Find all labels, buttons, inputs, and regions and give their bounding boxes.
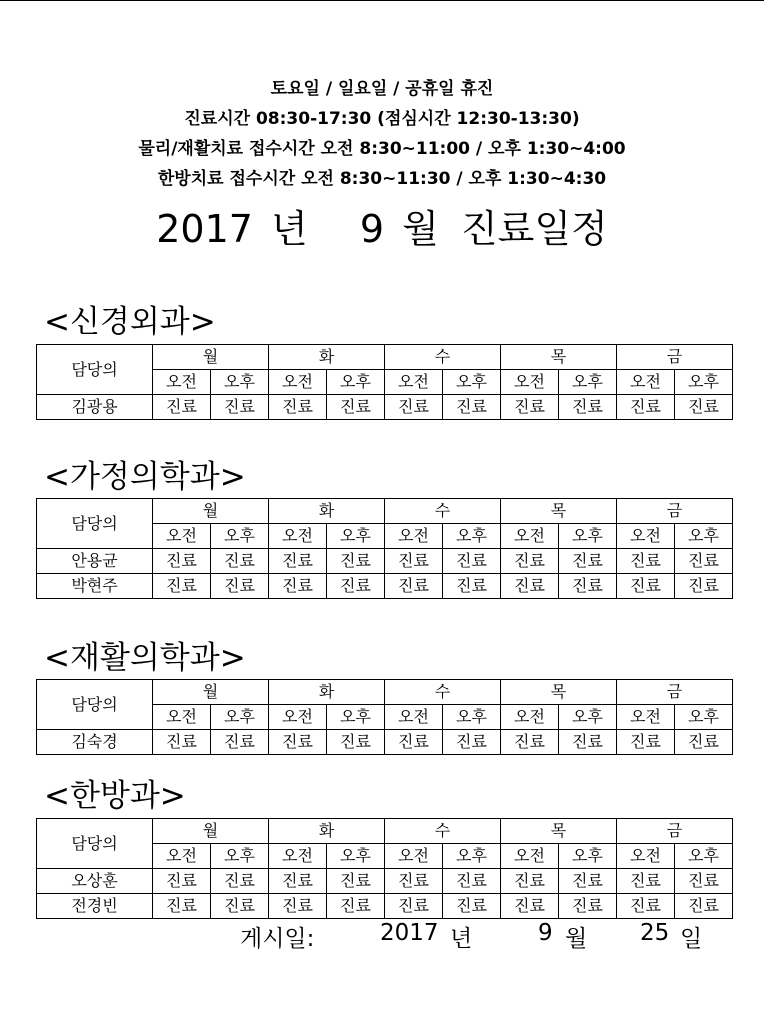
schedule-cell: 진료: [385, 869, 443, 894]
header-row: [37, 680, 733, 705]
schedule-cell: 진료: [559, 549, 617, 574]
schedule-cell: 진료: [501, 730, 559, 755]
dept-title-family-medicine: <가정의학과>: [44, 459, 246, 495]
dept-title-rehabilitation: <재활의학과>: [44, 640, 246, 676]
schedule-table-neurosurgery: [36, 344, 733, 420]
schedule-cell: 진료: [385, 549, 443, 574]
schedule-cell: 진료: [443, 730, 501, 755]
schedule-table-oriental-medicine: [36, 818, 733, 919]
pm-header: 오후: [559, 705, 617, 730]
schedule-cell: 진료: [327, 549, 385, 574]
schedule-cell: 진료: [617, 869, 675, 894]
schedule-cell: 진료: [385, 395, 443, 420]
pm-header: 오후: [327, 370, 385, 395]
schedule-cell: 진료: [269, 894, 327, 919]
day-header: 수: [385, 499, 501, 524]
posted-label: 게시일:: [240, 926, 315, 952]
header-row: [37, 499, 733, 524]
am-header: 오전: [269, 844, 327, 869]
schedule-cell: 진료: [211, 574, 269, 599]
pm-header: 오후: [327, 524, 385, 549]
am-header: 오전: [501, 705, 559, 730]
pm-header: 오후: [327, 705, 385, 730]
clinic-hours-notice: 진료시간 08:30-17:30 (점심시간 12:30-13:30): [184, 109, 580, 129]
pm-header: 오후: [211, 844, 269, 869]
pm-header: 오후: [675, 524, 733, 549]
pm-header: 오후: [675, 705, 733, 730]
schedule-cell: 진료: [559, 869, 617, 894]
doctor-name: 안용균: [37, 549, 153, 574]
schedule-cell: 진료: [617, 549, 675, 574]
am-header: 오전: [153, 844, 211, 869]
schedule-cell: 진료: [269, 574, 327, 599]
table-row: [37, 395, 733, 420]
schedule-cell: 진료: [211, 549, 269, 574]
day-header: 월: [153, 680, 269, 705]
day-header: 화: [269, 345, 385, 370]
table-row: [37, 549, 733, 574]
schedule-cell: 진료: [211, 730, 269, 755]
physio-hours-notice: 물리/재활치료 접수시간 오전 8:30~11:00 / 오후 1:30~4:00: [138, 139, 626, 159]
schedule-cell: 진료: [153, 730, 211, 755]
day-header: 금: [617, 819, 733, 844]
pm-header: 오후: [211, 370, 269, 395]
top-rule: [0, 0, 764, 1]
schedule-cell: 진료: [443, 574, 501, 599]
schedule-cell: 진료: [327, 894, 385, 919]
pm-header: 오후: [443, 524, 501, 549]
am-header: 오전: [385, 370, 443, 395]
day-header: 수: [385, 819, 501, 844]
table-row: [37, 730, 733, 755]
day-header: 금: [617, 499, 733, 524]
posted-year: 2017: [380, 920, 439, 946]
day-header: 화: [269, 499, 385, 524]
am-header: 오전: [617, 844, 675, 869]
schedule-cell: 진료: [269, 869, 327, 894]
table-row: [37, 574, 733, 599]
pm-header: 오후: [443, 370, 501, 395]
day-header: 금: [617, 345, 733, 370]
schedule-cell: 진료: [327, 395, 385, 420]
schedule-cell: 진료: [675, 395, 733, 420]
posted-month-unit: 월: [565, 926, 588, 952]
schedule-cell: 진료: [153, 894, 211, 919]
doctor-name: 전경빈: [37, 894, 153, 919]
posted-year-unit: 년: [450, 926, 473, 952]
schedule-cell: 진료: [153, 395, 211, 420]
pm-header: 오후: [559, 370, 617, 395]
pm-header: 오후: [559, 844, 617, 869]
doctor-column-header: 담당의: [37, 819, 153, 869]
schedule-cell: 진료: [327, 574, 385, 599]
schedule-cell: 진료: [269, 730, 327, 755]
schedule-cell: 진료: [559, 730, 617, 755]
schedule-cell: 진료: [269, 395, 327, 420]
schedule-cell: 진료: [675, 549, 733, 574]
schedule-cell: 진료: [153, 549, 211, 574]
schedule-cell: 진료: [443, 869, 501, 894]
schedule-cell: 진료: [501, 549, 559, 574]
am-header: 오전: [617, 370, 675, 395]
day-header: 화: [269, 819, 385, 844]
am-header: 오전: [617, 705, 675, 730]
posted-day-unit: 일: [680, 926, 703, 952]
schedule-table-family-medicine: [36, 498, 733, 599]
schedule-cell: 진료: [501, 395, 559, 420]
pm-header: 오후: [675, 844, 733, 869]
schedule-cell: 진료: [675, 894, 733, 919]
doctor-name: 김숙경: [37, 730, 153, 755]
am-header: 오전: [153, 705, 211, 730]
schedule-cell: 진료: [559, 395, 617, 420]
day-header: 목: [501, 345, 617, 370]
schedule-cell: 진료: [269, 549, 327, 574]
closed-days-notice: 토요일 / 일요일 / 공휴일 휴진: [270, 79, 494, 99]
pm-header: 오후: [211, 524, 269, 549]
day-header: 목: [501, 499, 617, 524]
schedule-cell: 진료: [675, 574, 733, 599]
dept-title-oriental-medicine: <한방과>: [44, 778, 186, 814]
schedule-cell: 진료: [211, 894, 269, 919]
schedule-cell: 진료: [617, 894, 675, 919]
schedule-table-rehabilitation: [36, 679, 733, 755]
pm-header: 오후: [443, 844, 501, 869]
schedule-cell: 진료: [385, 894, 443, 919]
day-header: 월: [153, 499, 269, 524]
schedule-cell: 진료: [327, 869, 385, 894]
day-header: 월: [153, 819, 269, 844]
am-header: 오전: [153, 524, 211, 549]
am-header: 오전: [385, 524, 443, 549]
schedule-cell: 진료: [617, 574, 675, 599]
schedule-cell: 진료: [211, 395, 269, 420]
schedule-cell: 진료: [327, 730, 385, 755]
title-month-unit: 월: [402, 207, 439, 251]
schedule-cell: 진료: [443, 894, 501, 919]
day-header: 목: [501, 819, 617, 844]
page-title: [0, 198, 764, 253]
am-header: 오전: [385, 844, 443, 869]
day-header: 월: [153, 345, 269, 370]
schedule-cell: 진료: [559, 574, 617, 599]
doctor-column-header: 담당의: [37, 680, 153, 730]
pm-header: 오후: [443, 705, 501, 730]
doctor-column-header: 담당의: [37, 499, 153, 549]
am-header: 오전: [501, 370, 559, 395]
schedule-cell: 진료: [501, 574, 559, 599]
table-row: [37, 869, 733, 894]
posted-month: 9: [538, 920, 553, 946]
day-header: 목: [501, 680, 617, 705]
schedule-cell: 진료: [443, 549, 501, 574]
am-header: 오전: [501, 844, 559, 869]
doctor-name: 김광용: [37, 395, 153, 420]
pm-header: 오후: [559, 524, 617, 549]
schedule-cell: 진료: [153, 574, 211, 599]
schedule-cell: 진료: [617, 730, 675, 755]
posted-day: 25: [640, 920, 670, 946]
day-header: 금: [617, 680, 733, 705]
schedule-cell: 진료: [385, 730, 443, 755]
am-header: 오전: [269, 524, 327, 549]
doctor-name: 박현주: [37, 574, 153, 599]
day-header: 화: [269, 680, 385, 705]
title-month: 9: [359, 207, 385, 251]
oriental-hours-notice: 한방치료 접수시간 오전 8:30~11:30 / 오후 1:30~4:30: [157, 169, 607, 189]
am-header: 오전: [269, 705, 327, 730]
pm-header: 오후: [211, 705, 269, 730]
schedule-cell: 진료: [675, 869, 733, 894]
schedule-cell: 진료: [385, 574, 443, 599]
am-header: 오전: [153, 370, 211, 395]
schedule-cell: 진료: [617, 395, 675, 420]
schedule-cell: 진료: [501, 869, 559, 894]
dept-title-neurosurgery: <신경외과>: [44, 304, 216, 340]
pm-header: 오후: [675, 370, 733, 395]
schedule-cell: 진료: [675, 730, 733, 755]
title-year: 2017: [156, 207, 253, 251]
am-header: 오전: [385, 705, 443, 730]
header-row: [37, 819, 733, 844]
doctor-column-header: 담당의: [37, 345, 153, 395]
title-label: 진료일정: [460, 207, 608, 251]
am-header: 오전: [617, 524, 675, 549]
pm-header: 오후: [327, 844, 385, 869]
day-header: 수: [385, 680, 501, 705]
doctor-name: 오상훈: [37, 869, 153, 894]
am-header: 오전: [501, 524, 559, 549]
day-header: 수: [385, 345, 501, 370]
schedule-cell: 진료: [211, 869, 269, 894]
table-row: [37, 894, 733, 919]
schedule-cell: 진료: [443, 395, 501, 420]
schedule-cell: 진료: [153, 869, 211, 894]
title-year-unit: 년: [271, 207, 308, 251]
schedule-cell: 진료: [501, 894, 559, 919]
am-header: 오전: [269, 370, 327, 395]
schedule-cell: 진료: [559, 894, 617, 919]
header-row: [37, 345, 733, 370]
